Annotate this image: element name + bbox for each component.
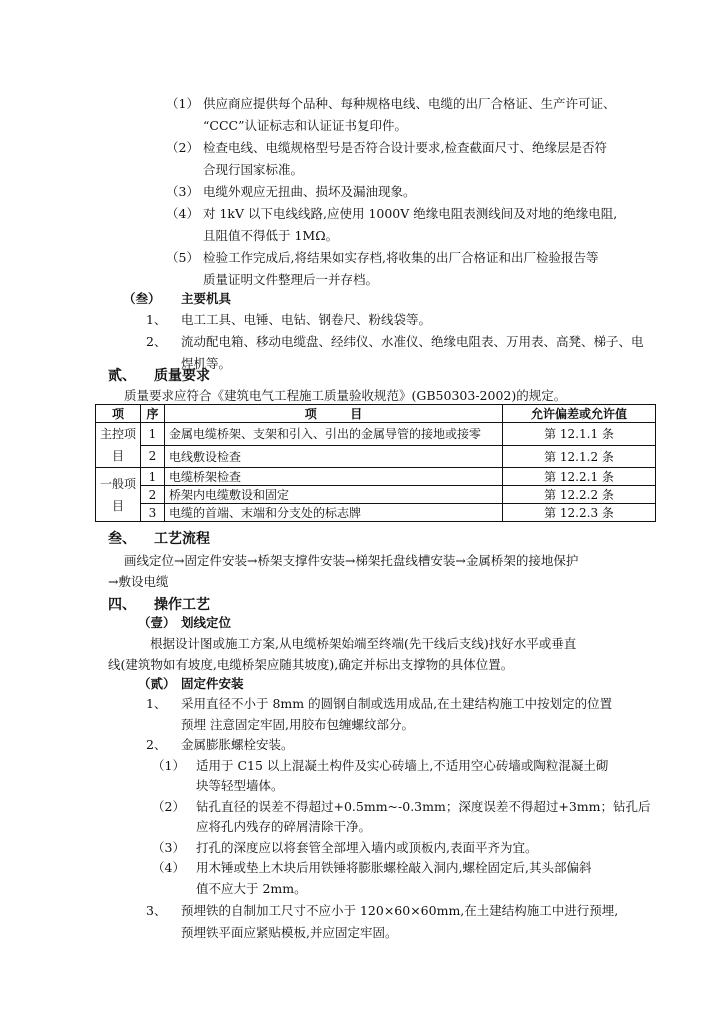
process-heading: 工艺流程 (154, 531, 210, 547)
inspect-num-3: （3） (166, 184, 199, 199)
table-cell-item: 金属电缆桥架、支架和引入、引出的金属导管的接地或接零 (165, 423, 503, 446)
inspect-num-5: （5） (166, 250, 199, 265)
op-item-num-1: 1、 (146, 696, 167, 711)
table-row (96, 423, 656, 446)
sub1-num: （壹） (138, 615, 176, 630)
op-sub-line: 块等轻型墙体。 (196, 778, 284, 793)
inspect-line: 检验工作完成后,将结果如实存档,将收集的出厂合格证和出厂检验报告等 (203, 250, 599, 265)
table-cell-seq: 3 (141, 504, 165, 522)
table-cell-value: 第 12.1.1 条 (503, 423, 656, 446)
op-item-line: 金属膨胀螺栓安装。 (181, 737, 294, 752)
inspect-line: 对 1kV 以下电线线路,应使用 1000V 绝缘电阻表测线间及对地的绝缘电阻, (203, 206, 618, 221)
inspect-num-1: （1） (166, 96, 199, 111)
quality-heading: 质量要求 (154, 368, 210, 384)
table-cell-value: 第 12.2.3 条 (503, 504, 656, 522)
tools-heading-num: （叁） (123, 291, 161, 306)
process-flow-line: 画线定位→固定件安装→桥架支撑件安装→梯架托盘线槽安装→金属桥架的接地保护 (124, 553, 579, 568)
op-sub-num-2: （2） (152, 799, 185, 814)
table-header: 允许偏差或允许值 (503, 405, 656, 423)
sub2-heading: 固定件安装 (181, 676, 244, 691)
operation-heading: 操作工艺 (154, 597, 210, 613)
op-sub-line: 钻孔直径的误差不得超过+0.5mm~-0.3mm；深度误差不得超过+3mm；钻孔后 (196, 799, 651, 814)
table-cell-seq: 2 (141, 486, 165, 504)
table-header: 序 (141, 405, 165, 423)
tools-line: 焊机等。 (181, 356, 232, 371)
table-cell-value: 第 12.1.2 条 (503, 445, 656, 468)
table-row (96, 504, 656, 522)
quality-heading-num: 贰、 (108, 368, 136, 384)
tools-line: 流动配电箱、移动电缆盘、经纬仪、水准仪、绝缘电阻表、万用表、高凳、梯子、电 (181, 334, 644, 349)
sub1-line: 线(建筑物如有坡度,电缆桥架应随其坡度),确定并标出支撑物的具体位置。 (108, 657, 514, 672)
tools-num-2: 2、 (146, 334, 167, 349)
tools-heading: 主要机具 (181, 291, 232, 306)
sub2-num: （贰） (138, 676, 176, 691)
table-cell-seq: 1 (141, 423, 165, 446)
table-cell-item: 电缆桥架检查 (165, 468, 503, 486)
quality-intro: 质量要求应符合《建筑电气工程施工质量验收规范》(GB50303-2002)的规定。 (124, 388, 567, 403)
table-cell-seq: 2 (141, 445, 165, 468)
inspect-line: 检查电线、电缆规格型号是否符合设计要求,检查截面尺寸、绝缘层是否符 (203, 140, 607, 155)
op-item-num-2: 2、 (146, 737, 167, 752)
op-sub-line: 适用于 C15 以上混凝土构件及实心砖墙上,不适用空心砖墙或陶粒混凝土砌 (196, 758, 609, 773)
table-cell-item: 桥架内电缆敷设和固定 (165, 486, 503, 504)
quality-table (95, 404, 656, 522)
table-cell-value: 第 12.2.1 条 (503, 468, 656, 486)
op-item-line: 预埋铁平面应紧贴模板,并应固定牢固。 (181, 925, 398, 940)
sub1-heading: 划线定位 (181, 615, 232, 630)
op-sub-line: 打孔的深度应以将套管全部埋入墙内或顶板内,表面平齐为宜。 (196, 840, 538, 855)
table-header: 项 (96, 405, 141, 423)
table-row (96, 445, 656, 468)
tools-num-1: 1、 (146, 312, 167, 327)
inspect-num-2: （2） (166, 140, 199, 155)
table-cell-item: 电线敷设检查 (165, 445, 503, 468)
inspect-line: 质量证明文件整理后一并存档。 (203, 272, 379, 287)
inspect-line: 合现行国家标准。 (203, 162, 304, 177)
op-sub-num-3: （3） (152, 840, 185, 855)
op-item-line: 采用直径不小于 8mm 的圆钢自制或选用成品,在土建结构施工中按划定的位置 (181, 696, 613, 711)
table-cell-seq: 1 (141, 468, 165, 486)
op-sub-line: 用木锤或垫上木块后用铁锤将膨胀螺栓敲入洞内,螺栓固定后,其头部偏斜 (196, 860, 592, 875)
operation-heading-num: 四、 (108, 597, 136, 613)
op-sub-num-1: （1） (152, 758, 185, 773)
inspect-line: 电缆外观应无扭曲、损坏及漏油现象。 (203, 184, 416, 199)
op-sub-line: 值不应大于 2mm。 (196, 881, 307, 896)
table-row (96, 486, 656, 504)
inspect-line: 供应商应提供每个品种、每种规格电线、电缆的出厂合格证、生产许可证、 (203, 96, 616, 111)
table-cell-value: 第 12.2.2 条 (503, 486, 656, 504)
process-flow-line: →敷设电缆 (108, 574, 169, 589)
table-header: 项 目 (165, 405, 503, 423)
op-sub-line: 应将孔内残存的碎屑清除干净。 (196, 819, 372, 834)
table-header-row (96, 405, 656, 423)
inspect-line: 且阻值不得低于 1MΩ。 (203, 228, 339, 243)
op-item-line: 预埋铁的自制加工尺寸不应小于 120×60×60mm,在土建结构施工中进行预埋, (181, 903, 619, 918)
tools-line: 电工工具、电锤、电钻、钢卷尺、粉线袋等。 (181, 312, 432, 327)
op-item-num-3: 3、 (146, 903, 167, 918)
op-item-line: 预埋 注意固定牢固,用胶布包缠螺纹部分。 (181, 717, 414, 732)
sub1-line: 根据设计图或施工方案,从电缆桥架始端至终端(先干线后支线)找好水平或垂直 (150, 636, 577, 651)
op-sub-num-4: （4） (152, 860, 185, 875)
process-heading-num: 叁、 (108, 531, 136, 547)
inspect-line: “CCC”认证标志和认证证书复印件。 (203, 118, 407, 133)
table-cell-item: 电缆的首端、末端和分支处的标志牌 (165, 504, 503, 522)
group-label: 主控项目 (96, 423, 141, 468)
inspect-num-4: （4） (166, 206, 199, 221)
group-label: 一般项目 (96, 468, 141, 522)
table-row (96, 468, 656, 486)
